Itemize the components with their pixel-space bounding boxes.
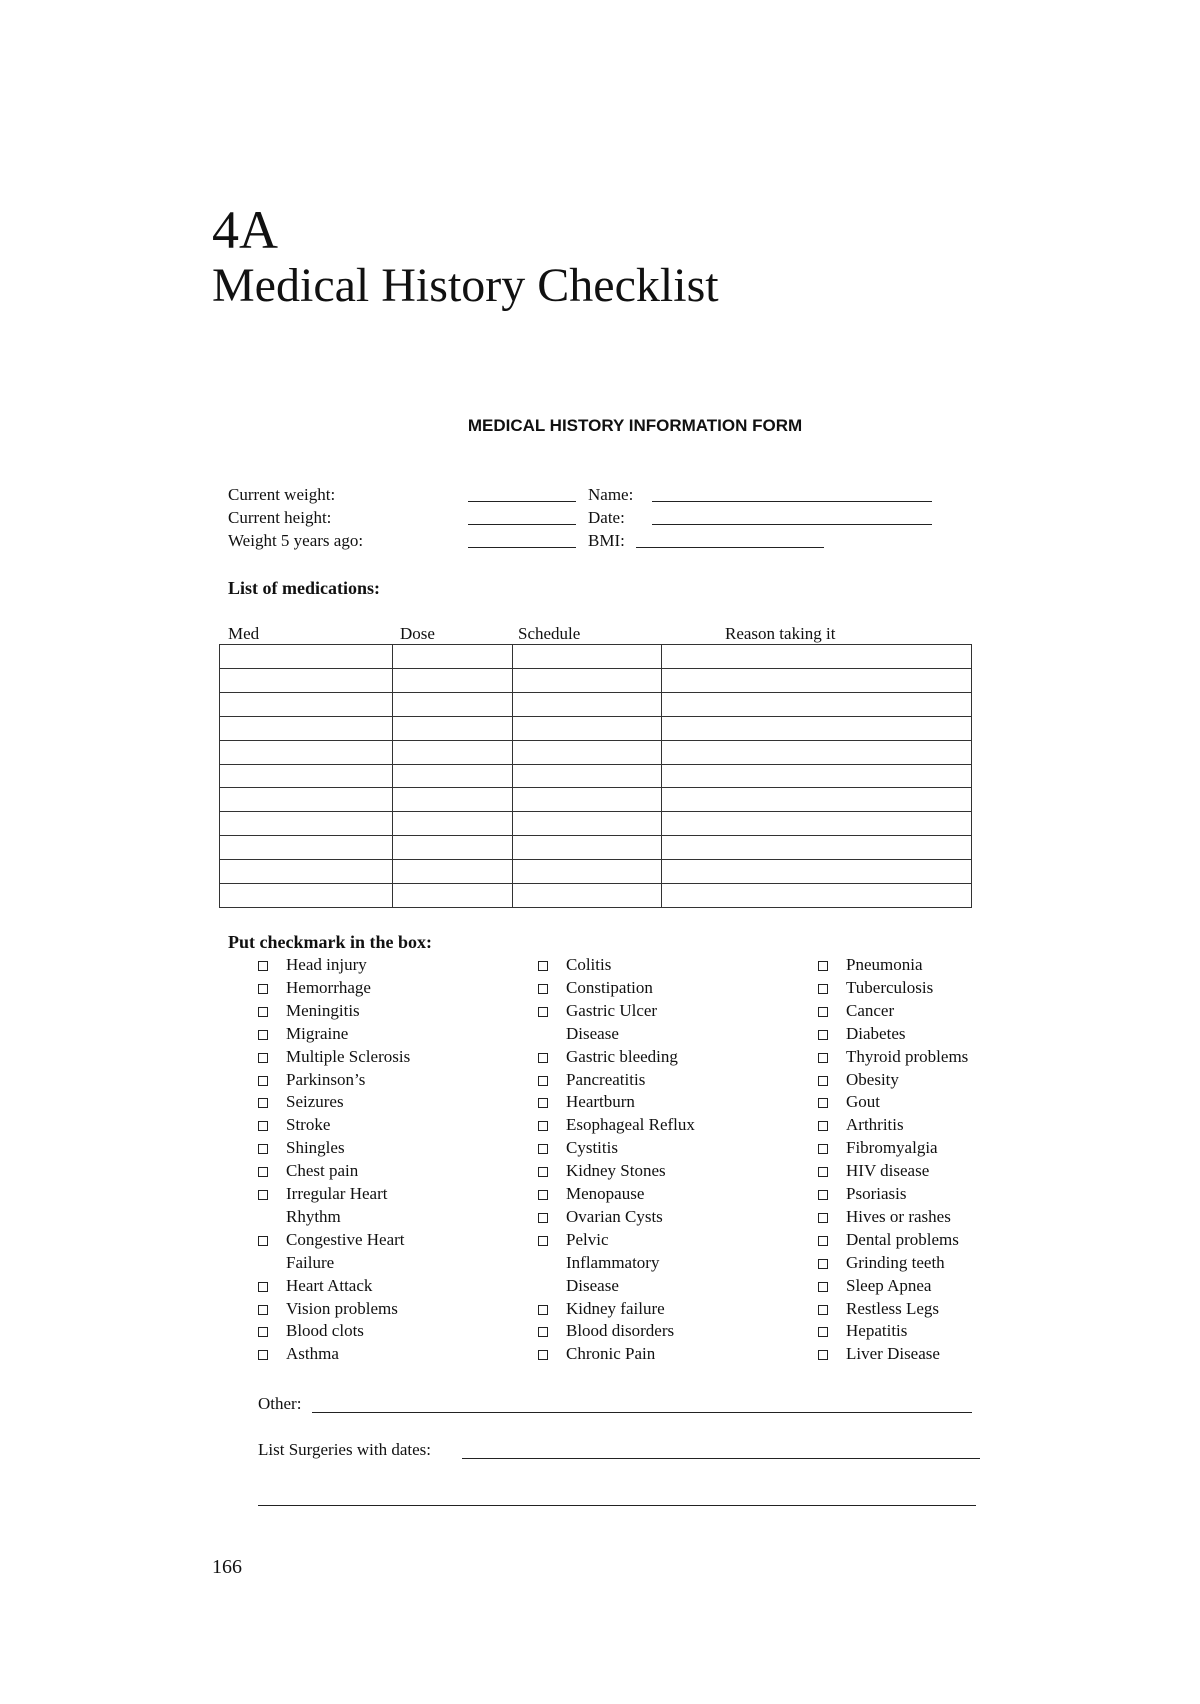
checkbox[interactable] (538, 1327, 548, 1337)
chapter-number: 4A (212, 200, 278, 260)
checkbox[interactable] (258, 1007, 268, 1017)
checklist-item-label: Congestive Heart (286, 1229, 405, 1249)
table-row (220, 836, 972, 860)
checkbox[interactable] (258, 1236, 268, 1246)
checkbox[interactable] (538, 1121, 548, 1131)
table-row (220, 764, 972, 788)
table-cell[interactable] (393, 692, 513, 716)
table-cell[interactable] (393, 716, 513, 740)
checklist-item-label: Heart Attack (286, 1275, 373, 1295)
table-cell[interactable] (220, 692, 393, 716)
checklist-item-label: Kidney Stones (566, 1161, 666, 1181)
table-row (220, 645, 972, 669)
table-cell[interactable] (220, 860, 393, 884)
table-row (220, 668, 972, 692)
table-cell[interactable] (662, 788, 972, 812)
table-cell[interactable] (513, 764, 662, 788)
checkbox[interactable] (818, 961, 828, 971)
table-cell[interactable] (513, 788, 662, 812)
checkbox[interactable] (258, 1121, 268, 1131)
checklist-item-label: Cancer (846, 1000, 895, 1020)
checkbox[interactable] (538, 1076, 548, 1086)
table-cell[interactable] (513, 645, 662, 669)
checkbox[interactable] (538, 1305, 548, 1315)
checklist-item-label: Chronic Pain (566, 1344, 656, 1364)
checklist-item-label: Parkinson’s (286, 1069, 366, 1089)
checklist-item-label: Shingles (286, 1138, 345, 1158)
page-number: 166 (212, 1556, 242, 1578)
checkbox[interactable] (258, 1076, 268, 1086)
checkbox[interactable] (538, 1236, 548, 1246)
dose-column-header: Dose (400, 624, 435, 643)
table-cell[interactable] (662, 740, 972, 764)
table-cell[interactable] (662, 668, 972, 692)
checkbox[interactable] (818, 984, 828, 994)
checklist-item-label: Pelvic (566, 1229, 609, 1249)
checkbox[interactable] (818, 1121, 828, 1131)
table-cell[interactable] (220, 668, 393, 692)
checkbox[interactable] (818, 1282, 828, 1292)
table-cell[interactable] (513, 884, 662, 908)
table-row (220, 788, 972, 812)
checkbox[interactable] (818, 1007, 828, 1017)
table-cell[interactable] (513, 740, 662, 764)
checkbox[interactable] (538, 1098, 548, 1108)
checklist-item-label: Asthma (286, 1344, 339, 1364)
checkbox[interactable] (258, 1327, 268, 1337)
current-weight-field[interactable] (468, 486, 576, 502)
table-cell[interactable] (513, 692, 662, 716)
checkbox[interactable] (538, 1167, 548, 1177)
checklist-item-label: Sleep Apnea (846, 1275, 932, 1295)
checklist-item-label: Dental problems (846, 1229, 959, 1249)
checklist-item-label: Thyroid problems (846, 1046, 969, 1066)
checkbox[interactable] (538, 1007, 548, 1017)
table-cell[interactable] (393, 788, 513, 812)
checklist-item-label: Heartburn (566, 1092, 635, 1112)
table-row (220, 884, 972, 908)
checklist-item-label: Gout (846, 1092, 880, 1112)
med-column-header: Med (228, 624, 260, 643)
checkbox[interactable] (818, 1190, 828, 1200)
checklist-item-label: Kidney failure (566, 1298, 665, 1318)
table-cell[interactable] (220, 884, 393, 908)
checklist-item-label: Arthritis (846, 1115, 904, 1135)
checkbox[interactable] (818, 1213, 828, 1223)
checklist-title: Put checkmark in the box: (228, 932, 432, 952)
table-cell[interactable] (662, 764, 972, 788)
checkbox[interactable] (818, 1030, 828, 1040)
table-cell[interactable] (513, 716, 662, 740)
date-label: Date: (588, 508, 625, 527)
checklist-item-label: Restless Legs (846, 1298, 940, 1318)
table-cell[interactable] (513, 860, 662, 884)
checkbox[interactable] (538, 961, 548, 971)
table-cell[interactable] (220, 645, 393, 669)
checkbox[interactable] (818, 1053, 828, 1063)
current-height-field[interactable] (468, 509, 576, 525)
checklist-item-label: Chest pain (286, 1161, 359, 1181)
table-cell[interactable] (220, 764, 393, 788)
checklist-item-label: Pneumonia (846, 955, 923, 974)
table-cell[interactable] (393, 668, 513, 692)
checklist-item-label: Menopause (566, 1184, 645, 1203)
checklist-item-label: Tuberculosis (846, 977, 934, 997)
checklist-item-label: Inflammatory (566, 1252, 660, 1272)
table-cell[interactable] (393, 836, 513, 860)
checklist-item-label: Constipation (566, 977, 653, 997)
current-weight-label: Current weight: (228, 485, 336, 504)
table-cell[interactable] (393, 740, 513, 764)
checkbox[interactable] (818, 1098, 828, 1108)
checklist-item-label: Rhythm (286, 1206, 341, 1226)
checklist-item-label: Blood disorders (566, 1321, 675, 1341)
checkbox[interactable] (538, 984, 548, 994)
checklist-item-label: Migraine (286, 1023, 349, 1043)
checklist-item-label: Irregular Heart (286, 1184, 388, 1203)
table-cell[interactable] (393, 884, 513, 908)
table-cell[interactable] (662, 836, 972, 860)
table-row (220, 716, 972, 740)
table-cell[interactable] (220, 788, 393, 812)
checkbox[interactable] (258, 1305, 268, 1315)
checkbox[interactable] (818, 1350, 828, 1360)
checklist-item-label: Fibromyalgia (846, 1138, 938, 1158)
table-cell[interactable] (393, 812, 513, 836)
checklist-item-label: Ovarian Cysts (566, 1206, 663, 1226)
checkbox[interactable] (818, 1144, 828, 1154)
form-title: MEDICAL HISTORY INFORMATION FORM (467, 416, 803, 435)
checklist-item-label: Meningitis (286, 1000, 360, 1020)
table-cell[interactable] (513, 836, 662, 860)
name-label: Name: (588, 485, 634, 504)
table-cell[interactable] (662, 692, 972, 716)
checklist-item-label: Hives or rashes (846, 1206, 951, 1226)
checklist-item-label: Cystitis (566, 1138, 618, 1158)
table-cell[interactable] (662, 860, 972, 884)
checklist-item-label: Gastric bleeding (566, 1046, 678, 1066)
checkbox[interactable] (818, 1236, 828, 1246)
surgeries-label: List Surgeries with dates: (258, 1440, 431, 1459)
checkbox[interactable] (818, 1259, 828, 1269)
checkbox[interactable] (538, 1053, 548, 1063)
table-cell[interactable] (220, 740, 393, 764)
table-cell[interactable] (393, 860, 513, 884)
weight-5-years-field[interactable] (468, 532, 576, 548)
checklist-item-label: Multiple Sclerosis (286, 1046, 411, 1066)
surgeries-field-line-2[interactable] (258, 1505, 976, 1506)
checklist-item-label: Seizures (286, 1092, 344, 1112)
schedule-column-header: Schedule (518, 624, 581, 643)
checkbox[interactable] (538, 1144, 548, 1154)
checklist-item-label: HIV disease (846, 1161, 930, 1181)
surgeries-field[interactable] (462, 1458, 980, 1459)
checklist-item-label: Failure (286, 1252, 335, 1272)
table-cell[interactable] (220, 836, 393, 860)
checkbox[interactable] (818, 1167, 828, 1177)
checkbox[interactable] (258, 1167, 268, 1177)
checklist-item-label: Esophageal Reflux (566, 1115, 695, 1135)
checklist-item-label: Colitis (566, 955, 612, 974)
table-cell[interactable] (513, 812, 662, 836)
table-cell[interactable] (220, 716, 393, 740)
checklist-item-label: Blood clots (286, 1321, 364, 1341)
checkbox[interactable] (818, 1327, 828, 1337)
checkbox[interactable] (538, 1190, 548, 1200)
checklist-item-label: Obesity (846, 1069, 899, 1089)
checkbox[interactable] (258, 1030, 268, 1040)
current-height-label: Current height: (228, 508, 332, 527)
weight-5-years-label: Weight 5 years ago: (228, 531, 364, 550)
checkbox[interactable] (258, 984, 268, 994)
table-cell[interactable] (662, 812, 972, 836)
medications-table (219, 644, 972, 908)
checkbox[interactable] (818, 1076, 828, 1086)
table-row (220, 692, 972, 716)
chapter-title: Medical History Checklist (212, 259, 719, 312)
table-row (220, 740, 972, 764)
checklist-item-label: Head injury (286, 955, 367, 974)
table-cell[interactable] (393, 764, 513, 788)
checkbox[interactable] (538, 1350, 548, 1360)
table-cell[interactable] (393, 645, 513, 669)
table-cell[interactable] (662, 645, 972, 669)
other-field[interactable] (312, 1412, 972, 1413)
table-row (220, 860, 972, 884)
bmi-field[interactable] (636, 532, 824, 548)
checkbox[interactable] (258, 1350, 268, 1360)
checklist-item-label: Liver Disease (846, 1344, 940, 1364)
table-cell[interactable] (220, 812, 393, 836)
name-field[interactable] (652, 486, 932, 502)
checklist-item-label: Hepatitis (846, 1321, 908, 1341)
table-cell[interactable] (513, 668, 662, 692)
checkbox[interactable] (258, 1282, 268, 1292)
other-label: Other: (258, 1394, 302, 1413)
checkbox[interactable] (258, 961, 268, 971)
checklist-item-label: Pancreatitis (566, 1069, 646, 1089)
reason-column-header: Reason taking it (725, 624, 836, 643)
checklist-item-label: Diabetes (846, 1023, 906, 1043)
checkbox[interactable] (258, 1053, 268, 1063)
checklist-item-label: Stroke (286, 1115, 331, 1135)
checkbox[interactable] (538, 1213, 548, 1223)
checklist-item-label: Disease (566, 1275, 619, 1295)
checkbox[interactable] (258, 1098, 268, 1108)
checklist-item-label: Disease (566, 1023, 619, 1043)
table-cell[interactable] (662, 716, 972, 740)
bmi-label: BMI: (588, 531, 625, 550)
checklist-item-label: Hemorrhage (286, 977, 371, 997)
checklist-item-label: Psoriasis (846, 1184, 907, 1203)
table-row (220, 812, 972, 836)
checklist-item-label: Vision problems (286, 1298, 398, 1318)
checklist-item-label: Grinding teeth (846, 1252, 945, 1272)
checklist-item-label: Gastric Ulcer (566, 1000, 658, 1020)
checkbox[interactable] (258, 1190, 268, 1200)
date-field[interactable] (652, 509, 932, 525)
medications-title: List of medications: (228, 578, 380, 598)
checkbox[interactable] (258, 1144, 268, 1154)
checkbox[interactable] (818, 1305, 828, 1315)
table-cell[interactable] (662, 884, 972, 908)
